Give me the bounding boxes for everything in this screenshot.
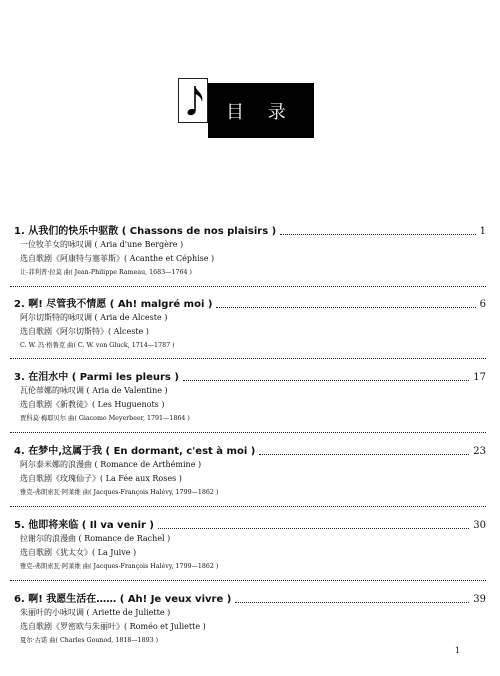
entry-opera: 选自歌剧《罗密欧与朱丽叶》( Roméo et Juliette ) bbox=[20, 622, 206, 631]
page-title: 目 录 bbox=[226, 102, 295, 123]
toc-entry[interactable] bbox=[14, 590, 486, 647]
entry-title[interactable]: 4. 在梦中,这属于我 ( En dormant, c'est à moi ) bbox=[14, 446, 256, 457]
entry-aria: 阿尔泰米娜的浪漫曲 ( Romance de Arthémine ) bbox=[20, 460, 202, 469]
leader-dots bbox=[235, 601, 469, 603]
entry-title[interactable]: 5. 他即将来临 ( Il va venir ) bbox=[14, 520, 154, 531]
entry-composer: C. W. 冯·格鲁克 曲( C. W. von Gluck, 1714—1787 ) bbox=[20, 342, 175, 349]
entry-page: 30 bbox=[473, 520, 486, 531]
entry-opera: 选自歌剧《新教徒》( Les Huguenots ) bbox=[20, 400, 165, 409]
entry-aria: 朱丽叶的小咏叹调 ( Ariette de Juliette ) bbox=[20, 608, 171, 617]
divider bbox=[10, 432, 486, 433]
toc-entry[interactable] bbox=[14, 516, 486, 573]
toc-entry[interactable] bbox=[14, 442, 486, 499]
entry-page: 1 bbox=[479, 226, 486, 237]
entry-page: 23 bbox=[473, 446, 486, 457]
divider bbox=[10, 358, 486, 359]
leader-dots bbox=[158, 527, 469, 529]
divider bbox=[10, 506, 486, 507]
entry-aria: 拉谢尔的浪漫曲 ( Romance de Rachel ) bbox=[20, 534, 171, 543]
entry-opera: 选自歌剧《阿尔切斯特》( Alceste ) bbox=[20, 327, 149, 336]
entry-opera: 选自歌剧《玫瑰仙子》( La Fée aux Roses ) bbox=[20, 474, 182, 483]
entry-aria: 一位牧羊女的咏叹调 ( Aria d'une Bergère ) bbox=[20, 240, 184, 249]
leader-dots bbox=[183, 379, 469, 381]
entry-page: 6 bbox=[479, 299, 486, 310]
entry-title[interactable]: 3. 在泪水中 ( Parmi les pleurs ) bbox=[14, 372, 179, 383]
entry-composer: 夏尔·古诺 曲( Charles Gounod, 1818—1893 ) bbox=[20, 637, 159, 644]
page-number: 1 bbox=[454, 646, 460, 655]
toc-entry[interactable] bbox=[14, 222, 486, 279]
entry-aria: 瓦伦蒂娜的咏叹调 ( Aria de Valentine ) bbox=[20, 386, 168, 395]
toc-entry[interactable] bbox=[14, 368, 486, 425]
entry-opera: 选自歌剧《阿康特与塞菲斯》( Acanthe et Céphise ) bbox=[20, 254, 215, 263]
leader-dots bbox=[216, 306, 475, 308]
entry-composer: 雅克-弗朗索瓦·阿莱维 曲( Jacques-François Halévy, 1799—1862 ) bbox=[20, 489, 219, 496]
divider bbox=[10, 580, 486, 581]
entry-title[interactable]: 6. 啊! 我愿生活在…… ( Ah! Je veux vivre ) bbox=[14, 594, 232, 605]
entry-aria: 阿尔切斯特的咏叹调 ( Aria de Alceste ) bbox=[20, 313, 168, 322]
leader-dots bbox=[259, 453, 469, 455]
entry-composer: 贾科莫·梅耶贝尔 曲( Giacomo Meyerbeer, 1791—1864 ) bbox=[20, 415, 190, 422]
entry-composer: 雅克-弗朗索瓦·阿莱维 曲( Jacques-François Halévy, 1799—1862 ) bbox=[20, 563, 219, 570]
entry-title[interactable]: 2. 啊! 尽管我不情愿 ( Ah! malgré moi ) bbox=[14, 299, 213, 310]
entry-opera: 选自歌剧《犹太女》( La Juive ) bbox=[20, 548, 137, 557]
entry-page: 39 bbox=[473, 594, 486, 605]
entry-title[interactable]: 1. 从我们的快乐中驱散 ( Chassons de nos plaisirs ) bbox=[14, 226, 277, 237]
entry-page: 17 bbox=[473, 372, 486, 383]
divider bbox=[10, 286, 486, 287]
leader-dots bbox=[280, 233, 475, 235]
toc-entry[interactable] bbox=[14, 295, 486, 352]
entry-composer: 让-菲利普·拉莫 曲( Jean-Philippe Rameau, 1683—1764 ) bbox=[20, 269, 192, 276]
